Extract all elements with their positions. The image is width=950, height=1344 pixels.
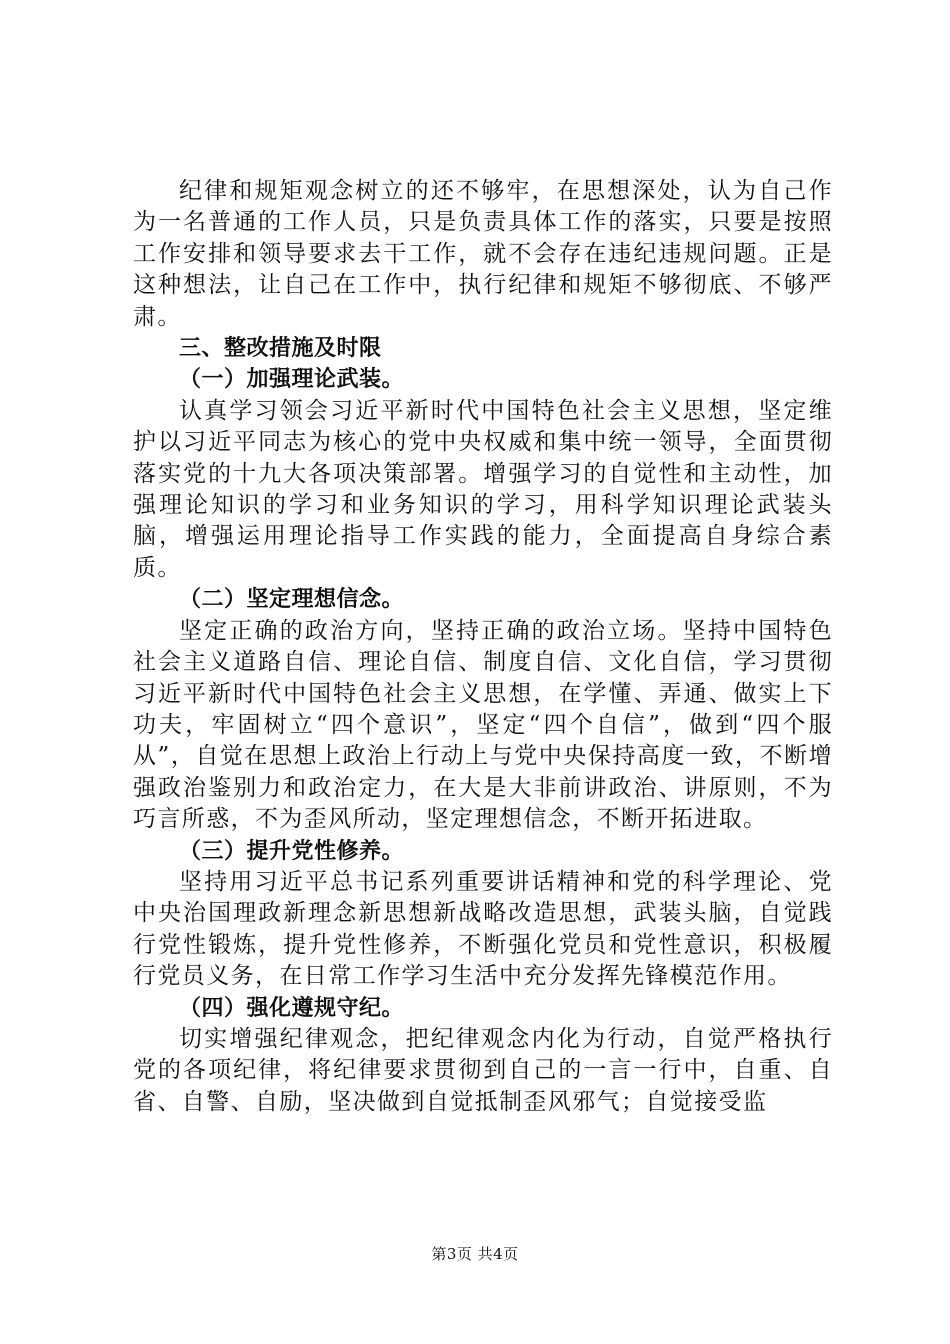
paragraph-theory: 认真学习领会习近平新时代中国特色社会主义思想，坚定维护以习近平同志为核心的党中央权威和集中统一领导，全面贯彻落实党的十九大各项决策部署。增强学习的自觉性和主动性，加强理论知识的学习和业务知识的学习，用科学知识理论武装头脑，增强运用理论指导工作实践的能力，全面提高自身综合素质。 <box>133 397 833 581</box>
subheading-ideals: （二）坚定理想信念。 <box>179 587 405 613</box>
paragraph-party-spirit: 坚持用习近平总书记系列重要讲话精神和党的科学理论、党中央治国理政新理念新思想新战略改造思想，武装头脑，自觉践行党性锻炼，提升党性修养，不断强化党员和党性意识，积极履行党员义务，在日常工作学习生活中充分发挥先锋模范作用。 <box>133 868 833 990</box>
subheading-theory: （一）加强理论武装。 <box>179 367 405 393</box>
page-number-footer: 第3页 共4页 <box>431 1245 519 1263</box>
document-body <box>133 176 833 1118</box>
subheading-discipline: （四）强化遵规守纪。 <box>179 995 405 1021</box>
paragraph-discipline: 切实增强纪律观念，把纪律观念内化为行动，自觉严格执行党的各项纪律，将纪律要求贯彻到自己的一言一行中，自重、自省、自警、自励，坚决做到自觉抵制歪风邪气；自觉接受监 <box>133 1025 833 1115</box>
section-heading-rectification: 三、整改措施及时限 <box>179 336 382 362</box>
paragraph-discipline-awareness: 纪律和规矩观念树立的还不够牢，在思想深处，认为自己作为一名普通的工作人员，只是负责具体工作的落实，只要是按照工作安排和领导要求去干工作，就不会存在违纪违规问题。正是这种想法，让自己在工作中，执行纪律和规矩不够彻底、不够严肃。 <box>133 178 833 330</box>
subheading-party-spirit: （三）提升党性修养。 <box>179 838 405 864</box>
paragraph-ideals: 坚定正确的政治方向，坚持正确的政治立场。坚持中国特色社会主义道路自信、理论自信、制度自信、文化自信，学习贯彻习近平新时代中国特色社会主义思想，在学懂、弄通、做实上下功夫，牢固树立“四个意识”，坚定“四个自信”，做到“四个服从”，自觉在思想上政治上行动上与党中央保持高度一致，不断增强政治鉴别力和政治定力，在大是大非前讲政治、讲原则，不为巧言所惑，不为歪风所动，坚定理想信念，不断开拓进取。 <box>133 617 833 833</box>
